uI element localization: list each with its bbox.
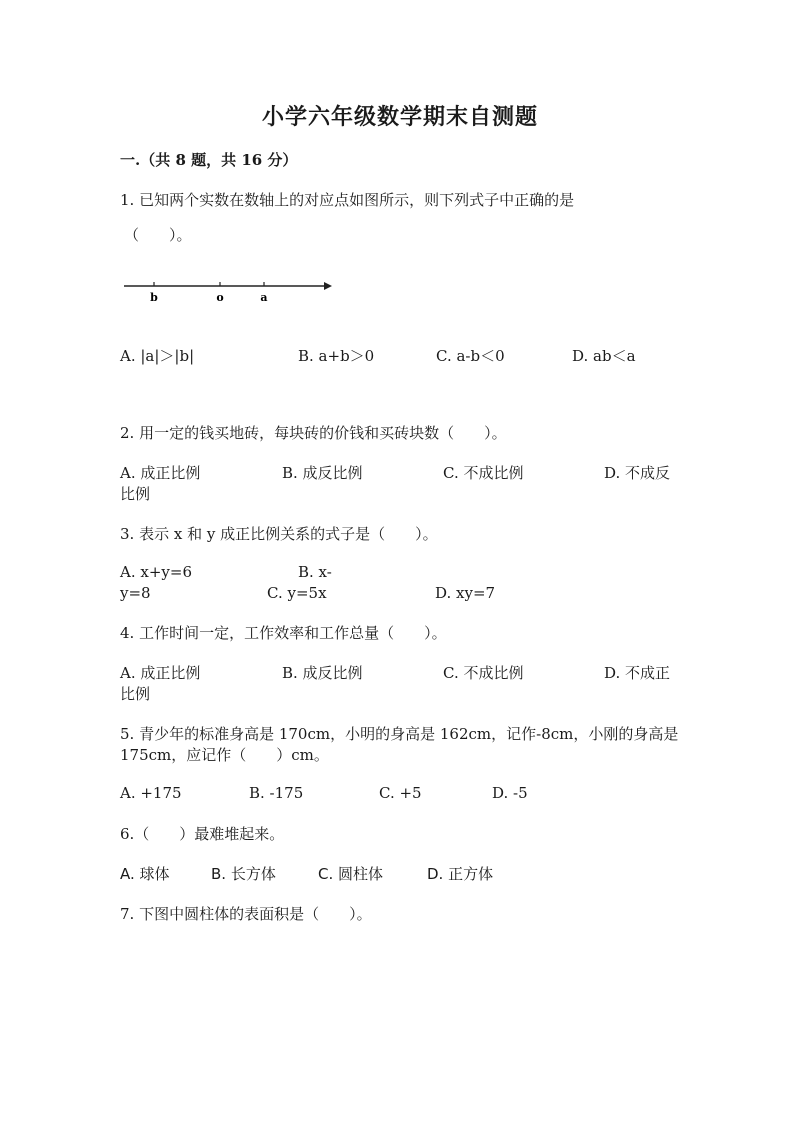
q4-stem: 4. 工作时间一定，工作效率和工作总量（ ）。 [120,624,447,642]
q3-option-c[interactable]: C. y=5x [267,584,327,602]
q4-option-c[interactable]: C. 不成比例 [443,664,524,682]
q5-stem: 5. 青少年的标准身高是 170cm，小明的身高是 162cm，记作-8cm，小刚的身高是 [120,725,679,743]
q6-option-c[interactable]: C. 圆柱体 [318,865,384,883]
q6-stem: 6.（ ）最难堆起来。 [120,825,285,843]
q6-option-b[interactable]: B. 长方体 [211,865,276,883]
q2-option-d-wrap: 比例 [120,485,151,503]
label-o: o [216,291,224,304]
q1-option-b[interactable]: B. a+b＞0 [298,347,375,365]
q5-option-c[interactable]: C. +5 [379,784,422,802]
number-line-figure [120,278,335,306]
q3-option-b[interactable]: B. x- [298,563,332,581]
label-a: a [260,291,268,304]
q1-option-c[interactable]: C. a-b＜0 [436,347,505,365]
q3-option-d[interactable]: D. xy=7 [435,584,496,602]
q5-option-d[interactable]: D. -5 [492,784,528,802]
q5-option-b[interactable]: B. -175 [249,784,304,802]
q4-option-d[interactable]: D. 不成正 [604,664,671,682]
q1-option-d[interactable]: D. ab＜a [572,347,636,365]
q4-option-b[interactable]: B. 成反比例 [282,664,363,682]
q2-option-b[interactable]: B. 成反比例 [282,464,363,482]
q6-option-a[interactable]: A. 球体 [120,865,170,883]
q2-option-c[interactable]: C. 不成比例 [443,464,524,482]
q4-option-d-wrap: 比例 [120,685,151,703]
q1-stem-cont: （ ）。 [124,226,192,244]
section-heading: 一.（共 8 题，共 16 分） [120,151,298,169]
q2-option-a[interactable]: A. 成正比例 [120,464,201,482]
q3-option-b-wrap: y=8 [120,584,151,602]
q3-option-a[interactable]: A. x+y=6 [120,563,192,581]
label-b: b [150,291,158,304]
q6-option-d[interactable]: D. 正方体 [427,865,494,883]
q2-option-d[interactable]: D. 不成反 [604,464,671,482]
q2-stem: 2. 用一定的钱买地砖，每块砖的价钱和买砖块数（ ）。 [120,424,507,442]
q4-option-a[interactable]: A. 成正比例 [120,664,201,682]
q1-option-a[interactable]: A. |a|＞|b| [120,347,195,365]
q5-stem-cont: 175cm，应记作（ ）cm。 [120,746,329,764]
page-title: 小学六年级数学期末自测题 [261,104,538,130]
q3-stem: 3. 表示 x 和 y 成正比例关系的式子是（ ）。 [120,525,438,543]
q1-stem: 1. 已知两个实数在数轴上的对应点如图所示，则下列式子中正确的是 [120,191,575,209]
q7-stem: 7. 下图中圆柱体的表面积是（ ）。 [120,905,372,923]
number-line-arrow [324,282,332,290]
q5-option-a[interactable]: A. +175 [120,784,182,802]
